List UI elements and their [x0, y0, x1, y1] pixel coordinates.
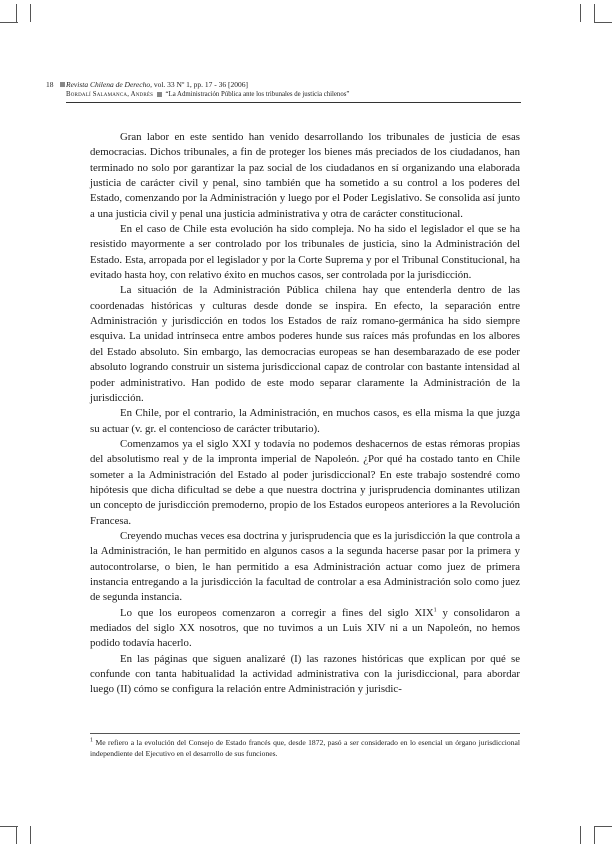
crop-mark	[580, 4, 581, 22]
crop-mark	[30, 826, 31, 844]
paragraph: En el caso de Chile esta evolución ha sido compleja. No ha sido el legislador el que se ha resistido mayormente a ser controlado por los tribunales de justicia, sino la Administración del Estado. Esta, arropada por el legislador y por la Corte Suprema y por el Tribunal Constitucional, ha evitado hasta hoy, con relativo éxito en muchos casos, ser controlada por la jurisdicción.	[90, 223, 520, 282]
crop-mark	[580, 826, 581, 844]
crop-mark	[594, 826, 612, 827]
article-title: “La Administración Pública ante los tribunales de justicia chilenos”	[165, 91, 350, 98]
crop-mark	[30, 4, 31, 22]
body-text	[90, 130, 520, 698]
paragraph: En las páginas que siguen analizaré (I) las razones históricas que explican por qué se confunde con tanta habitualidad la actividad administrativa con la jurisdiccional, para abordar luego (II) cómo se configura la relación entre Administración y jurisdic-	[90, 652, 520, 696]
paragraph: Comenzamos ya el siglo XXI y todavía no podemos deshacernos de estas rémoras propias del absolutismo real y de la impronta imperial de Napoleón. ¿Por qué ha costado tanto en Chile someter a la Administración del Estado al poder jurisdiccional? En este trabajo sostendré como hipótesis que dicha dificultad se debe a que nuestra doctrina y jurisprudencia dominantes utilizan un concepto de jurisdicción premoderno, propio de los Estados europeos anteriores a la Revolución Francesa.	[90, 437, 520, 527]
page-number: 18	[46, 80, 54, 89]
paragraph-text: y consolidaron a mediados del siglo XX nosotros, que no tuvimos a un Luis XIV ni a un Napoleón, no hemos podido todavía hacerlo.	[90, 606, 520, 650]
crop-mark	[16, 4, 17, 22]
article-citation	[66, 90, 536, 100]
crop-mark	[0, 22, 18, 23]
crop-mark	[0, 826, 18, 827]
paragraph: La situación de la Administración Pública chilena hay que entenderla dentro de las coordenadas históricas y culturas desde donde se inspira. En efecto, la separación entre Administración y jurisdicción en todos los Estados de raíz romano-germánica ha sido siempre esquiva. La unidad intrínseca entre ambos poderes hunde sus raíces más profundas en los albores del Estado absoluto. Sin embargo, las democracias europeas se han desembarazado de ese poder absoluto logrando construir un sistema jurisdiccional capaz de controlar con bastante intensidad al poder administrativo. Han podido de este modo separar claramente la Administración de la jurisdicción.	[90, 284, 520, 404]
footnote-marker: 1	[90, 737, 93, 744]
crop-mark	[594, 826, 595, 844]
journal-citation	[66, 80, 536, 90]
square-bullet-icon	[157, 92, 162, 97]
crop-mark	[16, 826, 17, 844]
square-bullet-icon	[60, 82, 65, 87]
footnote	[90, 737, 520, 759]
running-header	[46, 80, 536, 100]
journal-volume: vol. 33 Nº 1, pp. 17 - 36 [2006]	[153, 80, 249, 89]
footnote-reference[interactable]: 1	[433, 607, 437, 614]
journal-name: Revista Chilena de Derecho,	[66, 80, 152, 89]
author-name: Bordalí Salamanca, Andrés	[66, 91, 154, 98]
header-divider	[66, 102, 521, 103]
paragraph: Gran labor en este sentido han venido desarrollando los tribunales de justicia de esas democracias. Dichos tribunales, a fin de proteger los bienes más preciados de los ciudadanos, han terminado no solo por garantizar la paz social de los ciudadanos en sí organizando una elaborada justicia de carácter civil y penal, sino también que ha sometido a su control a los poderes del Estado, comenzando por la Administración y luego por el Poder Legislativo. Se consolida así junto a una justicia civil y penal una justicia administrativa y otra de carácter constitucional.	[90, 131, 520, 220]
paragraph	[90, 606, 520, 652]
paragraph-text: Lo que los europeos comenzaron a corregir a fines del siglo XIX	[120, 606, 434, 619]
paragraph: Creyendo muchas veces esa doctrina y jurisprudencia que es la jurisdicción la que controla a la Administración, le han permitido en algunos casos a la segunda hacerse pasar por la primera y autocontrolarse, o bien, le han permitido a esa Administración actuar como juez de primera instancia entregando a la jurisdicción la facultad de controlar a esa Administración solo como juez de segunda instancia.	[90, 529, 520, 604]
paragraph: En Chile, por el contrario, la Administración, en muchos casos, es ella misma la que juzga su actuar (v. gr. el contencioso de carácter tributario).	[90, 407, 520, 435]
crop-mark	[594, 4, 595, 22]
footnote-text: Me refiero a la evolución del Consejo de Estado francés que, desde 1872, pasó a ser considerado en lo esencial un órgano jurisdiccional independiente del Ejecutivo en el desarrollo de sus funciones.	[90, 738, 520, 758]
crop-mark	[594, 22, 612, 23]
footnote-divider	[90, 733, 520, 734]
